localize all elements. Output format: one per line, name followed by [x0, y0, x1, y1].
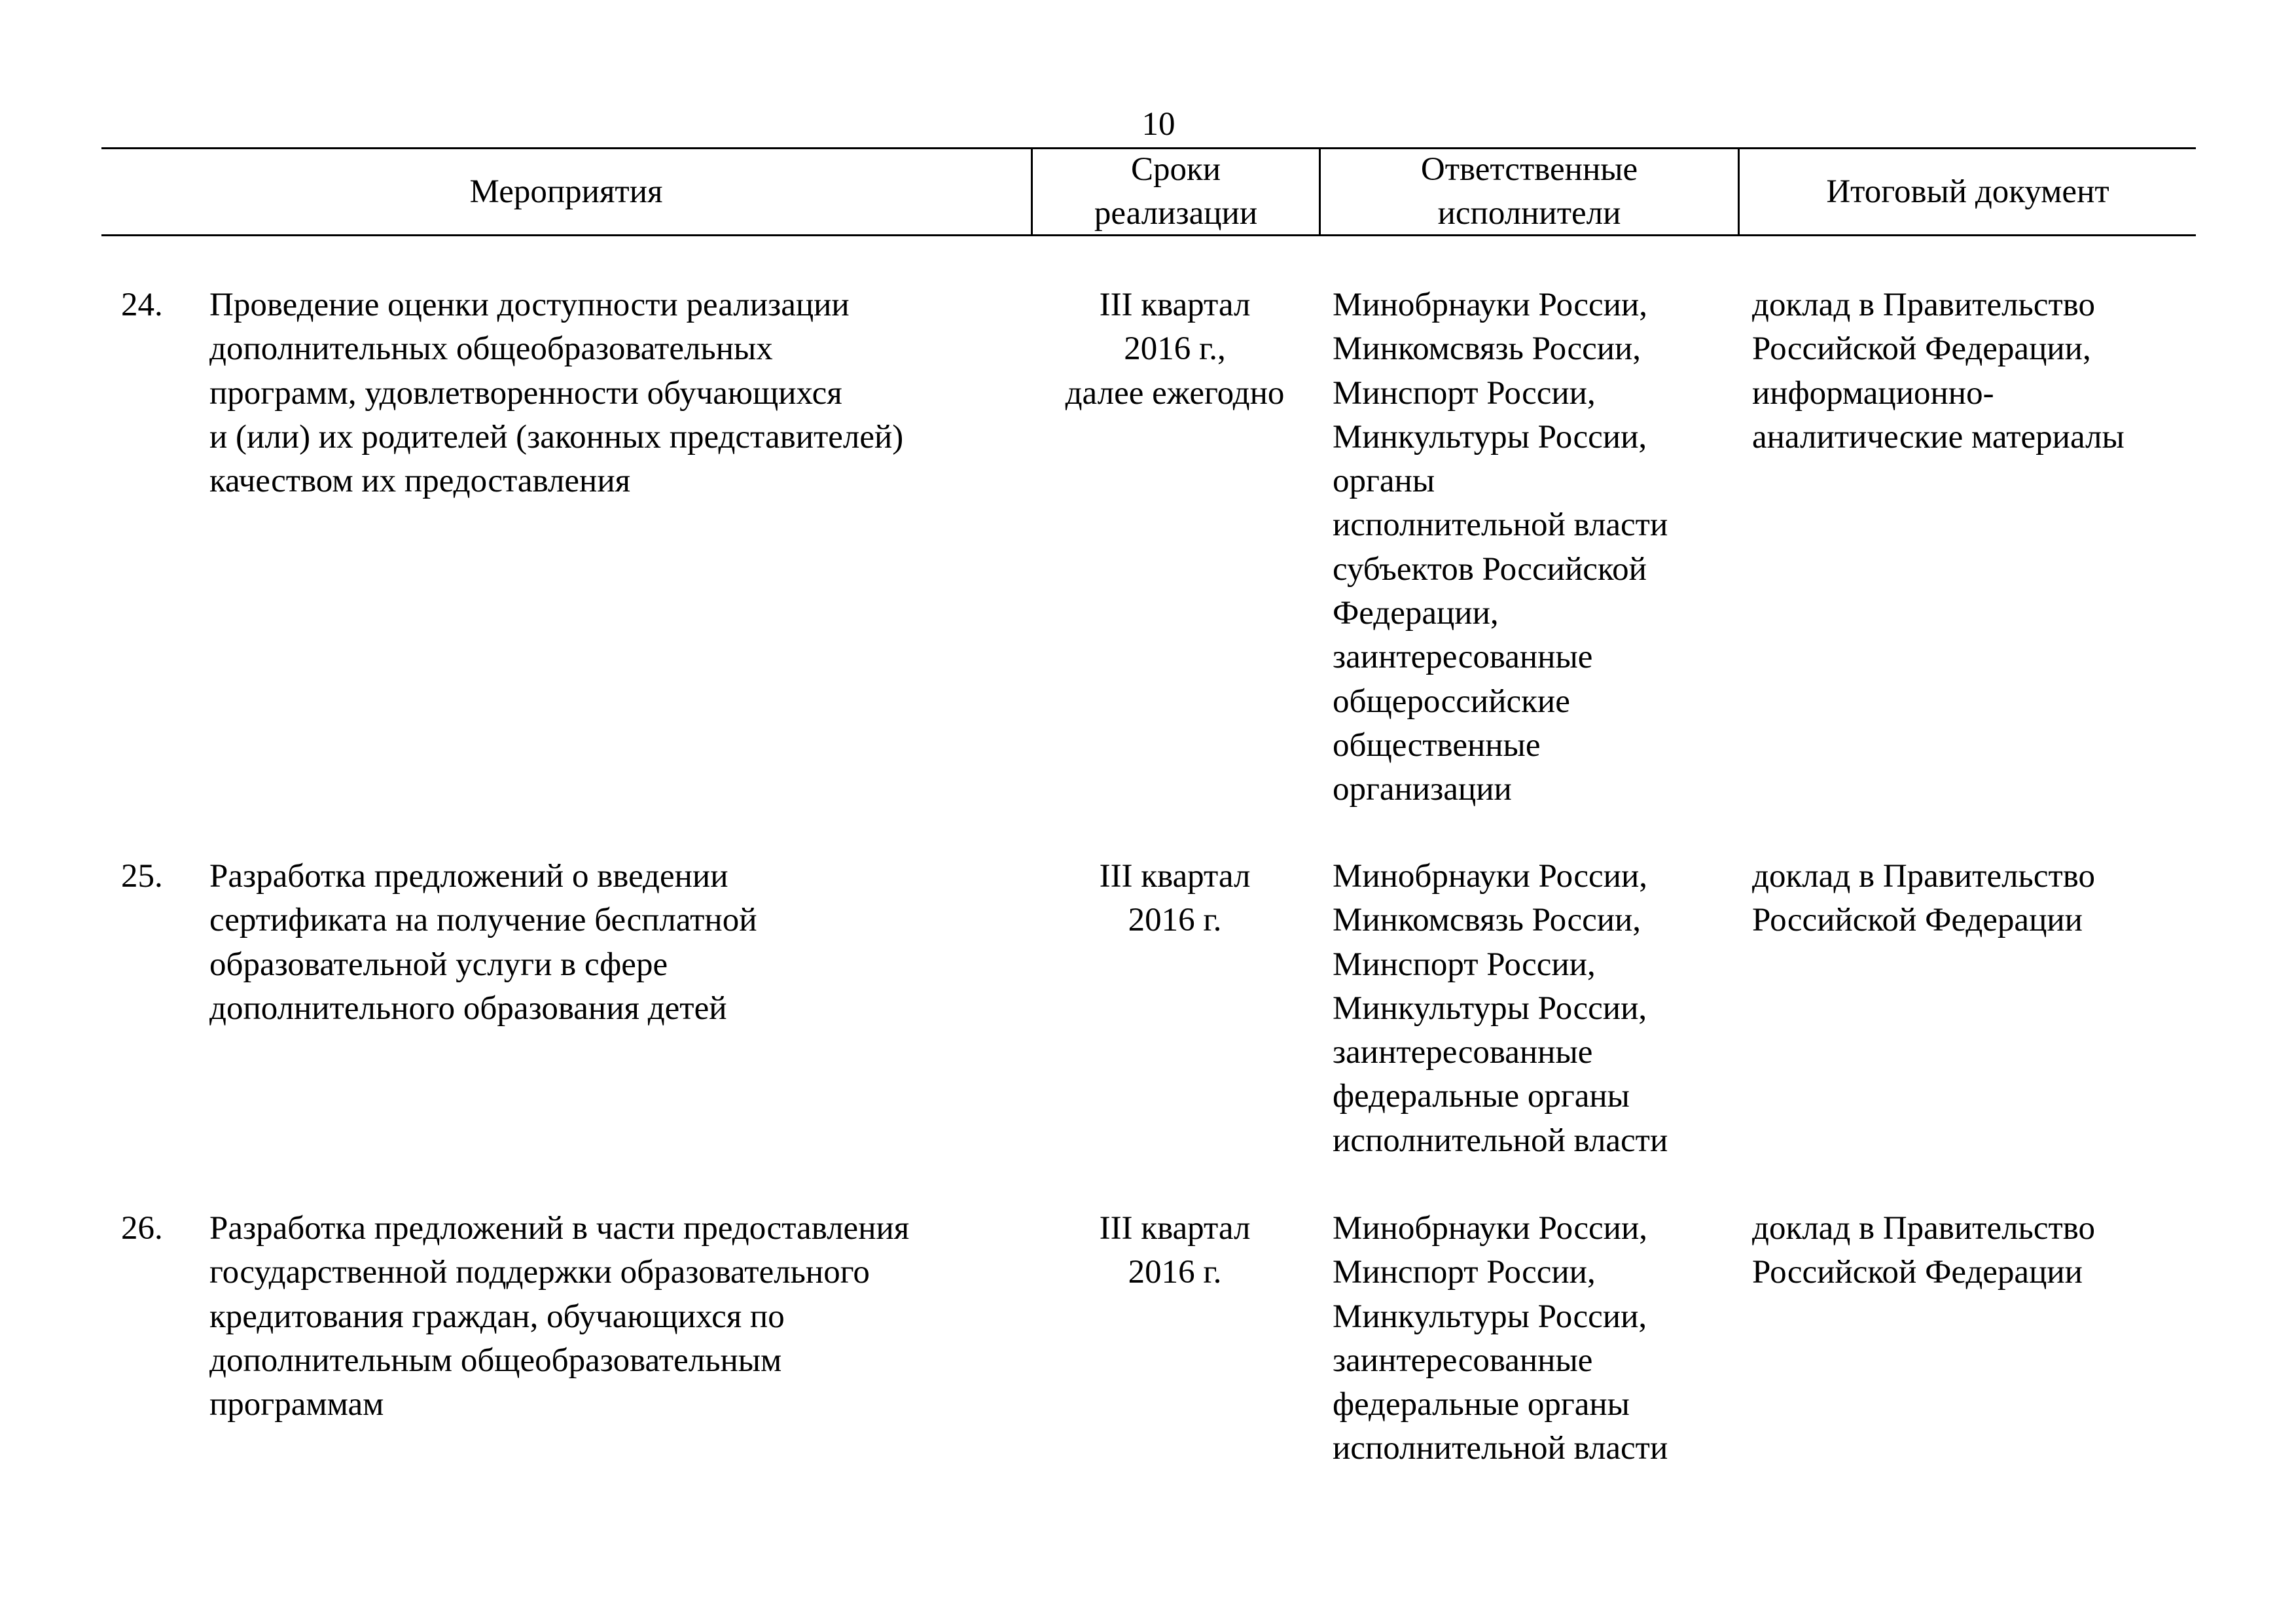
row-action: Разработка предложений в части предоставления государственной поддержки образовательного кредитования граждан, обучающихся по дополнительным общеобразовательным программам: [209, 1210, 910, 1423]
row-period: III квартал 2016 г.: [1099, 858, 1251, 939]
row-responsible: Минобрнауки России, Минспорт России, Минкультуры России, заинтересованные федеральные органы исполнительной власти: [1333, 1210, 1668, 1467]
header-cell-responsible: [1319, 149, 1738, 234]
page-number: 10: [1141, 106, 1175, 143]
header-label-responsible: Ответственные исполнители: [1420, 151, 1638, 232]
header-label-document: Итоговый документ: [1826, 173, 2109, 210]
row-period: III квартал 2016 г., далее ежегодно: [1065, 287, 1285, 412]
row-number: 25.: [121, 858, 163, 895]
row-responsible: Минобрнауки России, Минкомсвязь России, Минспорт России, Минкультуры России, заинтересованные федеральные органы исполнительной власти: [1333, 858, 1668, 1159]
row-document: доклад в Правительство Российской Федерации: [1752, 858, 2095, 939]
row-action: Разработка предложений о введении сертификата на получение бесплатной образовательной услуги в сфере дополнительного образования детей: [209, 858, 757, 1027]
header-cell-document: [1738, 149, 2196, 234]
row-period: III квартал 2016 г.: [1099, 1210, 1251, 1291]
header-label-period: Сроки реализации: [1094, 151, 1258, 232]
row-responsible: Минобрнауки России, Минкомсвязь России, Минспорт России, Минкультуры России, органы исполнительной власти субъектов Российской Федерации, заинтересованные общероссийские общественные организации: [1333, 287, 1668, 808]
header-cell-activities: [101, 149, 1031, 234]
row-number: 24.: [121, 287, 163, 323]
row-number: 26.: [121, 1210, 163, 1247]
table-header: [101, 147, 2196, 236]
header-cell-period: [1031, 149, 1319, 234]
row-document: доклад в Правительство Российской Федерации, информационно- аналитические материалы: [1752, 287, 2125, 455]
row-action: Проведение оценки доступности реализации дополнительных общеобразовательных программ, удовлетворенности обучающихся и (или) их родителей (законных представителей) качеством их предоставления: [209, 287, 904, 500]
row-document: доклад в Правительство Российской Федерации: [1752, 1210, 2095, 1291]
header-label-activities: Мероприятия: [469, 173, 663, 210]
